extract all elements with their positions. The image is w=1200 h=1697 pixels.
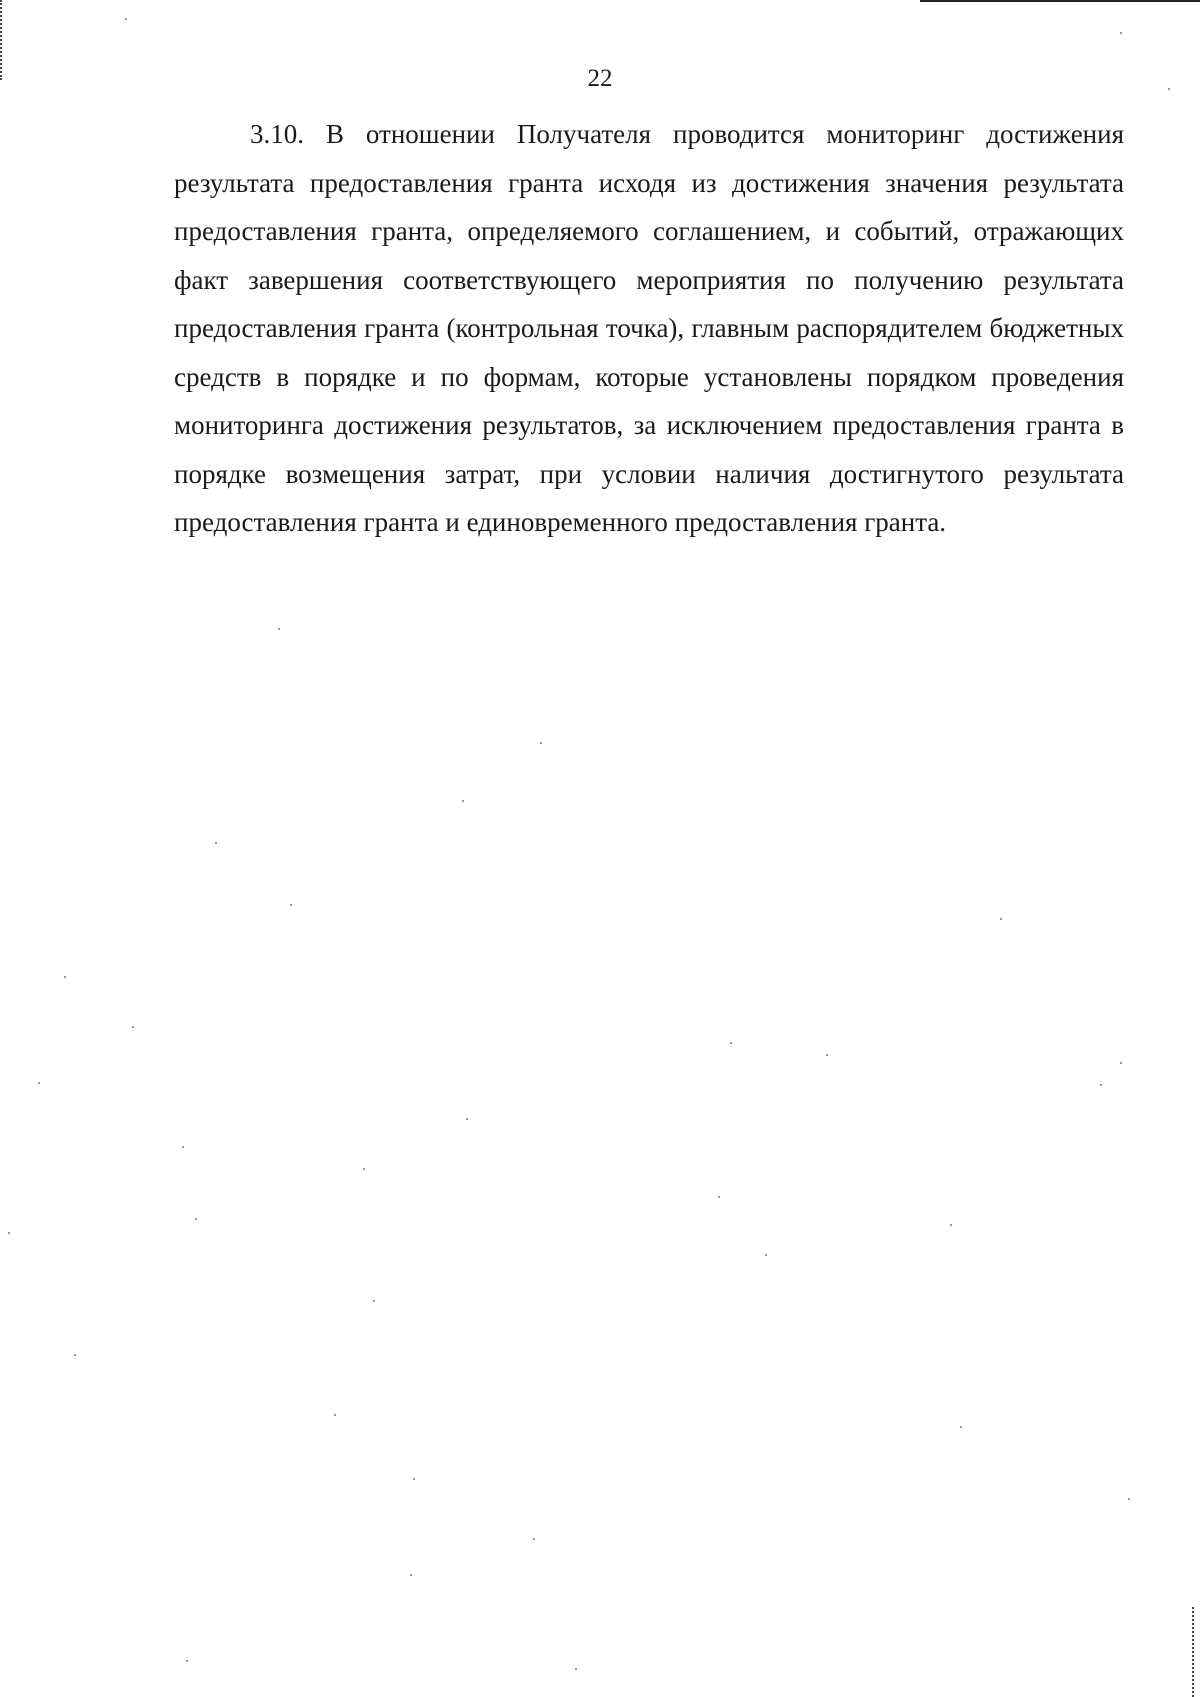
scan-speck bbox=[533, 1538, 535, 1540]
scan-edge-line bbox=[920, 0, 1200, 2]
scan-speck bbox=[74, 1354, 76, 1356]
scan-speck bbox=[1000, 918, 1002, 920]
scan-speck bbox=[38, 1082, 40, 1084]
scan-speck bbox=[1120, 32, 1122, 34]
page-number: 22 bbox=[587, 65, 613, 92]
scan-speck bbox=[410, 1574, 412, 1576]
scan-speck bbox=[718, 1196, 720, 1198]
scan-speck bbox=[215, 842, 217, 844]
scan-speck bbox=[278, 628, 280, 630]
scan-speck bbox=[373, 1300, 375, 1302]
scan-speck bbox=[8, 1232, 10, 1234]
scan-edge-dots bbox=[1192, 1607, 1196, 1697]
scan-speck bbox=[765, 1254, 767, 1256]
scan-speck bbox=[950, 1224, 952, 1226]
scan-speck bbox=[1128, 1498, 1130, 1500]
scan-speck bbox=[1120, 1062, 1122, 1064]
scan-speck bbox=[334, 1414, 336, 1416]
scan-speck bbox=[186, 1660, 188, 1662]
scan-speck bbox=[1168, 88, 1170, 90]
scan-speck bbox=[195, 1218, 197, 1220]
scan-speck bbox=[182, 1146, 184, 1148]
scan-speck bbox=[290, 904, 292, 906]
scan-speck bbox=[1100, 1084, 1102, 1086]
scan-speck bbox=[730, 1042, 732, 1044]
scan-speck bbox=[540, 742, 542, 744]
scan-speck bbox=[413, 1478, 415, 1480]
scan-speck bbox=[462, 800, 464, 802]
scan-speck bbox=[466, 1118, 468, 1120]
scan-speck bbox=[575, 1668, 577, 1670]
scan-speck bbox=[64, 976, 66, 978]
scan-speck bbox=[125, 18, 127, 20]
scan-speck bbox=[960, 1426, 962, 1428]
scan-speck bbox=[132, 1026, 134, 1028]
scan-speck bbox=[363, 1168, 365, 1170]
paragraph-3-10: 3.10. В отношении Получателя проводится мониторинг достижения результата предоставления гранта исходя из достижения значения результата предоставления гранта, определяемого соглашением, и событий, отражающих факт завершения соответствующего мероприятия по получению результата предоставления гранта (контрольная точка), главным распорядителем бюджетных средств в порядке и по формам, которые установлены порядком проведения мониторинга достижения результатов, за исключением предоставления гранта в порядке возмещения затрат, при условии наличия достигнутого результата предоставления гранта и единовременного предоставления гранта. bbox=[174, 119, 1124, 537]
scan-speck bbox=[826, 1054, 828, 1056]
